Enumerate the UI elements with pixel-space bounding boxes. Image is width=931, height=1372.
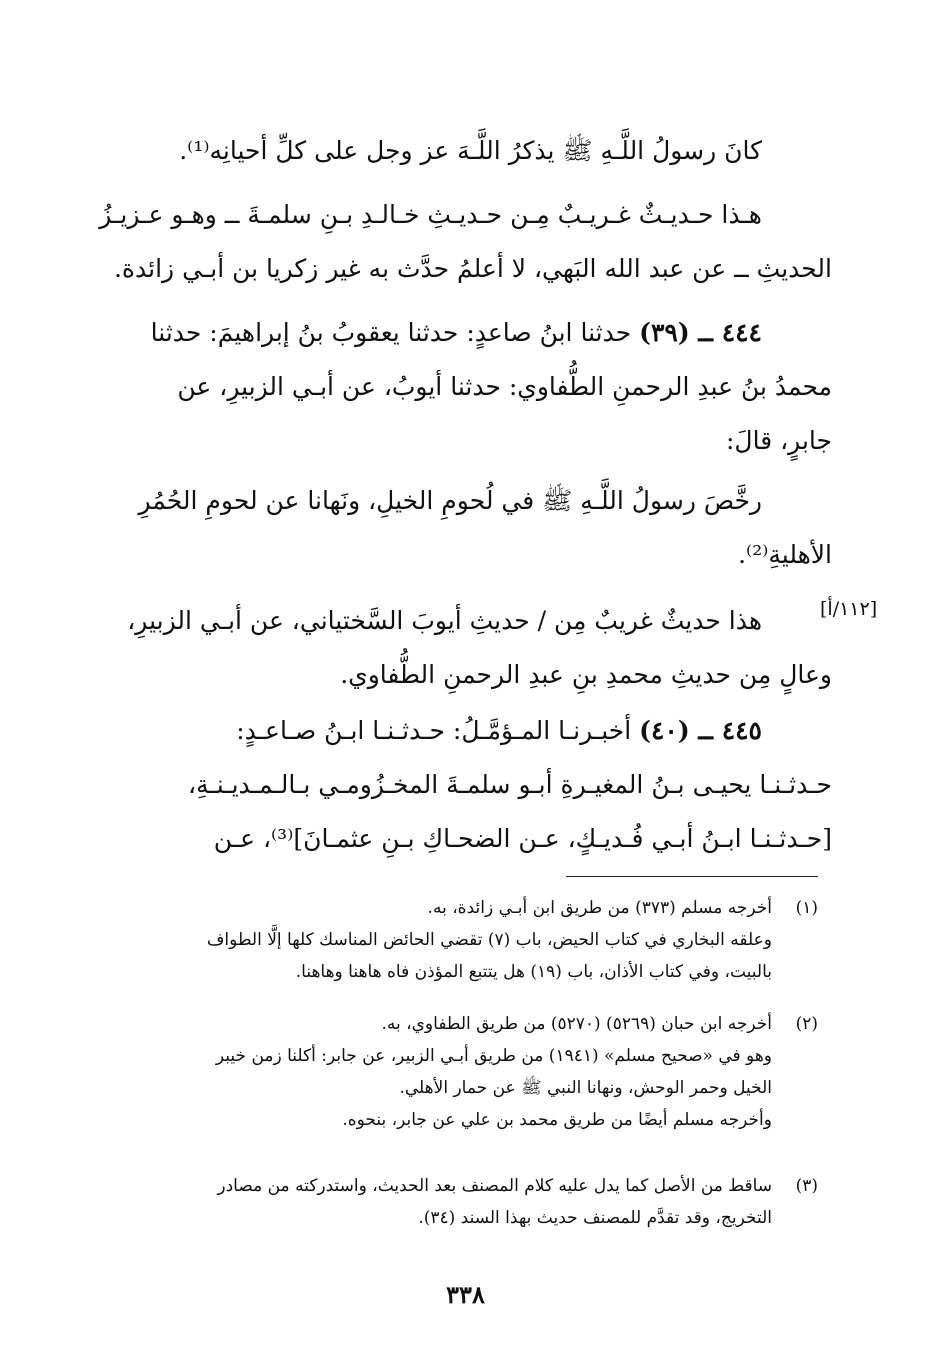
footnote-line: التخريج، وقد تقدَّم للمصنف حديث بهذا السند (٣٤). — [418, 1208, 772, 1228]
text-line: محمدُ بنُ عبدِ الرحمنِ الطُّفاوي: حدثنا أيوبُ، عن أبـي الزبيرِ، عن — [177, 372, 832, 401]
footnote-line: ساقط من الأصل كما يدل عليه كلام المصنف بعد الحديث، واستدركته من مصادر — [217, 1176, 772, 1196]
text-line: هذا حديثٌ غريبٌ مِن / حديثِ أيوبَ السَّختياني، عن أبـي الزبيرِ، — [127, 606, 762, 635]
text-line: جابرٍ، قالَ: — [726, 426, 832, 455]
hadith-text-1 — [80, 124, 832, 178]
page-number: ٣٣٨ — [446, 1280, 485, 1309]
footnote-separator — [566, 876, 818, 877]
footnote-3 — [90, 1170, 818, 1234]
footnote-line: وعلقه البخاري في كتاب الحيض، باب (٧) تقضي الحائض المناسك كلها إلَّا الطواف — [206, 930, 772, 950]
commentary-1 — [80, 188, 832, 296]
hadith-445 — [80, 704, 832, 866]
footnote-line: وهو في «صحيح مسلم» (١٩٤١) من طريق أبـي الزبير، عن جابر: أكلنا زمن خيبر — [215, 1046, 772, 1066]
text-line: وعالٍ مِن حديثِ محمدِ بنِ عبدِ الرحمنِ الطُّفاوي. — [340, 660, 832, 689]
footnote-number: (٢) — [795, 1014, 818, 1034]
text-line: أخبـرنـا المـؤمَّـلُ: حـدثـنـا ابـنُ صـاعـدٍ: — [236, 716, 632, 745]
footnote-line: الخيل وحمر الوحش، ونهانا النبي ﷺ عن حمار الأهلي. — [399, 1078, 772, 1098]
footnote-line: وأخرجه مسلم أيضًا من طريق محمد بن علي عن جابر، بنحوه. — [342, 1110, 772, 1130]
footnote-number: (٣) — [795, 1176, 818, 1196]
text-line: هـذا حـديـثٌ غـريـبٌ مِـن حـديـثِ خـالـدِ بـنِ سلمـةَ ــ وهـو عـزيـزُ — [99, 200, 762, 229]
manuscript-folio-marker: [١١٢/أ] — [820, 598, 878, 620]
text-line: [حـدثـنـا ابـنُ أبـي فُـديـكٍ، عـن الضحـاكِ بـنِ عثمـانَ]⁽³⁾، عـن — [213, 824, 832, 853]
text-line: الحديثِ ــ عن عبد الله البَهي، لا أعلمُ حدَّث به غير زكريا بن أبـي زائدة. — [113, 254, 832, 283]
hadith-number: ٤٤٥ ــ (٤٠) — [639, 716, 762, 745]
text-line: حدثنا ابنُ صاعدٍ: حدثنا يعقوبُ بنُ إبراهيمَ: حدثنا — [150, 318, 632, 347]
footnote-number: (١) — [795, 898, 818, 918]
footnote-line: أخرجه ابن حبان (٥٢٦٩) (٥٢٧٠) من طريق الطفاوي، به. — [381, 1014, 772, 1034]
footnote-2 — [90, 1008, 818, 1136]
footnote-1 — [90, 892, 818, 988]
footnote-line: أخرجه مسلم (٣٧٣) من طريق ابن أبـي زائدة، به. — [427, 898, 772, 918]
commentary-2 — [80, 594, 832, 702]
hadith-text-2 — [80, 474, 832, 582]
text-line: كانَ رسولُ اللَّـهِ ﷺ يذكرُ اللَّـهَ عز وجل على كلِّ أحيانِه⁽¹⁾. — [179, 136, 762, 165]
text-line: حـدثـنـا يحيـى بـنُ المغيـرةِ أبـو سلمـةَ المخـزُومـي بـالـمـديـنـةِ، — [187, 770, 832, 799]
text-line: الأهليةِ⁽²⁾. — [738, 540, 832, 569]
hadith-number: ٤٤٤ ــ (٣٩) — [639, 318, 762, 347]
hadith-444 — [80, 306, 832, 468]
footnote-line: بالبيت، وفي كتاب الأذان، باب (١٩) هل يتتبع المؤذن فاه هاهنا وهاهنا. — [295, 962, 772, 982]
text-line: رخَّصَ رسولُ اللَّـهِ ﷺ في لُحومِ الخيلِ، ونَهانا عن لحومِ الحُمُرِ — [138, 486, 762, 515]
